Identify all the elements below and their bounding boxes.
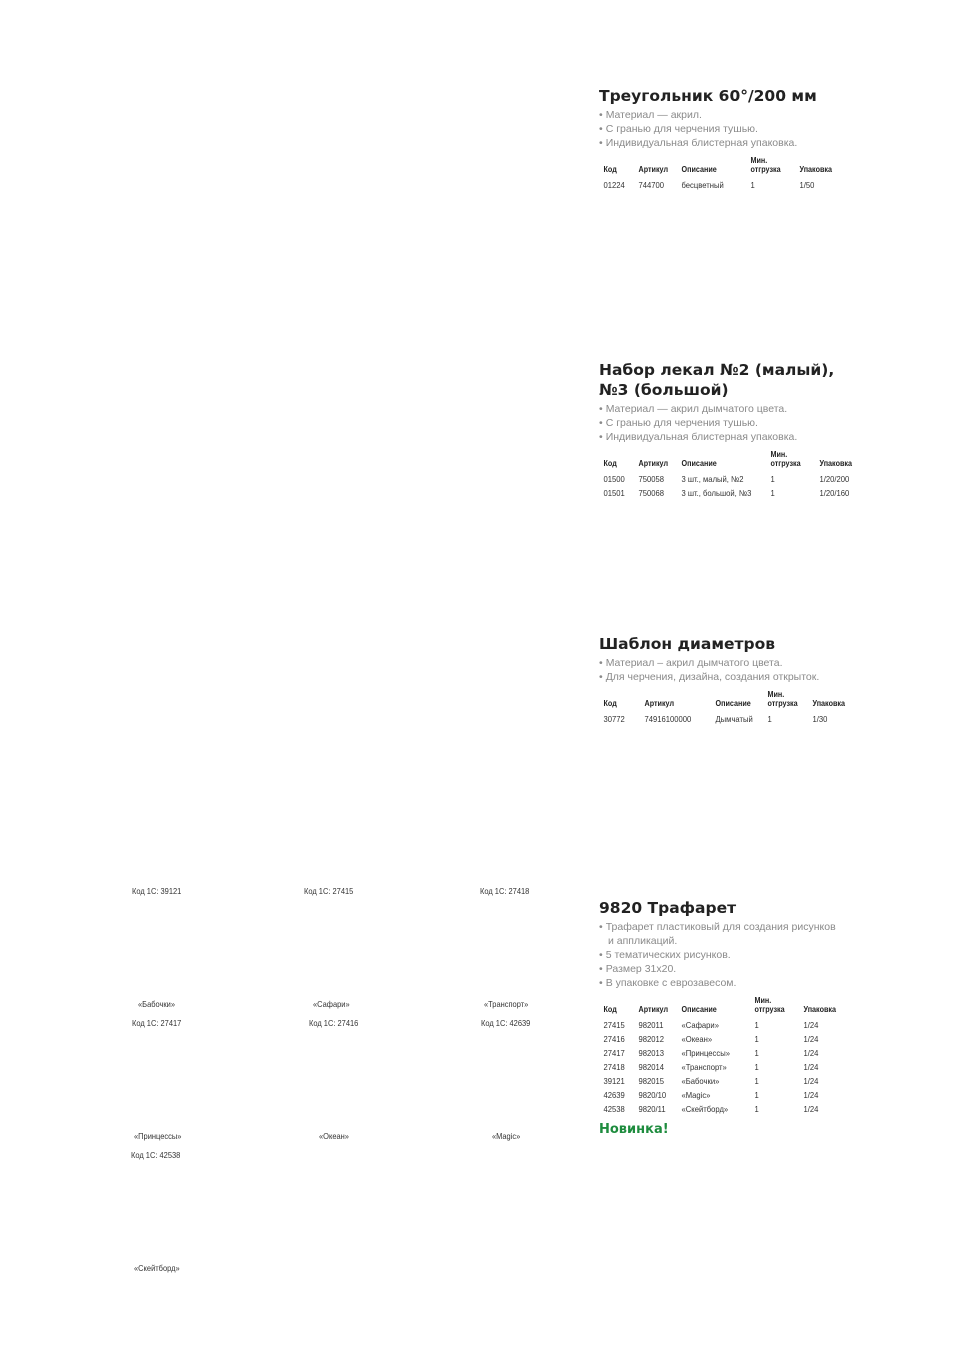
variant-name: «Бабочки» xyxy=(138,999,176,1009)
variant-name: «Magic» xyxy=(492,1131,521,1141)
feature-item-continued: и аппликаций. xyxy=(608,935,678,947)
feature-item: • Индивидуальная блистерная упаковка. xyxy=(599,430,899,444)
cell: 1/30 xyxy=(812,714,828,724)
variant-code: Код 1С: 42639 xyxy=(481,1018,531,1028)
cell: 01501 xyxy=(603,488,625,498)
cell: 42639 xyxy=(603,1090,625,1100)
cell: 01500 xyxy=(603,474,625,484)
spec-table xyxy=(599,690,856,726)
col-pack: Упаковка xyxy=(812,699,846,708)
col-desc: Описание xyxy=(681,459,718,468)
col-pack: Упаковка xyxy=(799,165,833,174)
feature-item: • Трафарет пластиковый для создания рисунков xyxy=(599,920,899,934)
variant-code: Код 1С: 27417 xyxy=(132,1018,182,1028)
product-title xyxy=(599,360,899,400)
variant-name: «Скейтборд» xyxy=(134,1263,180,1273)
cell: 1 xyxy=(754,1020,760,1030)
cell: 3 шт., большой, №3 xyxy=(681,488,752,498)
feature-item: • Размер 31х20. xyxy=(599,962,899,976)
table-row xyxy=(599,712,856,726)
cell: «Magic» xyxy=(681,1090,711,1100)
spec-table xyxy=(599,996,847,1116)
cell: 1/24 xyxy=(803,1062,819,1072)
variant-name: «Сафари» xyxy=(313,999,350,1009)
table-row xyxy=(599,1074,847,1088)
col-code: Код xyxy=(603,165,617,174)
cell: 750058 xyxy=(638,474,664,484)
col-pack: Упаковка xyxy=(819,459,853,468)
col-article: Артикул xyxy=(644,699,675,708)
cell: «Сафари» xyxy=(681,1020,720,1030)
cell: 74916100000 xyxy=(644,714,692,724)
cell: 1 xyxy=(767,714,773,724)
cell: «Принцессы» xyxy=(681,1048,731,1058)
table-row xyxy=(599,486,862,500)
cell: 01224 xyxy=(603,180,625,190)
col-min: Мин. отгрузка xyxy=(770,450,801,468)
cell: бесцветный xyxy=(681,180,725,190)
product-curves-set xyxy=(599,360,899,500)
feature-item: • 5 тематических рисунков. xyxy=(599,948,899,962)
feature-item: • С гранью для черчения тушью. xyxy=(599,122,899,136)
feature-item: • Материал — акрил. xyxy=(599,108,899,122)
product-title-line: Набор лекал №2 (малый), xyxy=(599,361,835,379)
product-triangle xyxy=(599,86,899,192)
cell: 9820/10 xyxy=(638,1090,666,1100)
col-desc: Описание xyxy=(681,165,718,174)
cell: «Бабочки» xyxy=(681,1076,720,1086)
cell: 1 xyxy=(750,180,756,190)
feature-item: • Для черчения, дизайна, создания открыток. xyxy=(599,670,899,684)
col-code: Код xyxy=(603,699,617,708)
cell: 27416 xyxy=(603,1034,625,1044)
cell: 1/24 xyxy=(803,1076,819,1086)
col-article: Артикул xyxy=(638,1005,668,1014)
cell: 1 xyxy=(770,474,775,484)
cell: 982011 xyxy=(638,1020,664,1030)
cell: 1 xyxy=(770,488,775,498)
variant-code: Код 1С: 27416 xyxy=(309,1018,359,1028)
col-desc: Описание xyxy=(715,699,751,708)
col-article: Артикул xyxy=(638,459,668,468)
new-badge: Новинка! xyxy=(599,1122,669,1137)
feature-item: • Материал – акрил дымчатого цвета. xyxy=(599,656,899,670)
cell: 9820/11 xyxy=(638,1104,666,1114)
cell: «Транспорт» xyxy=(681,1062,728,1072)
table-row xyxy=(599,1102,847,1116)
col-code: Код xyxy=(603,459,617,468)
cell: 27418 xyxy=(603,1062,625,1072)
table-row xyxy=(599,1018,847,1032)
cell: 1/24 xyxy=(803,1020,819,1030)
cell: 1 xyxy=(754,1048,760,1058)
product-title-line: №3 (большой) xyxy=(599,381,729,399)
cell: 1/24 xyxy=(803,1090,819,1100)
product-title: Шаблон диаметров xyxy=(599,635,776,653)
cell: 1/24 xyxy=(803,1034,819,1044)
col-desc: Описание xyxy=(681,1005,718,1014)
table-row xyxy=(599,1060,847,1074)
cell: 1 xyxy=(754,1090,760,1100)
spec-table xyxy=(599,450,862,500)
variant-name: «Принцессы» xyxy=(134,1131,182,1141)
cell: 1/20/200 xyxy=(819,474,850,484)
col-min: Мин. отгрузка xyxy=(750,156,782,174)
feature-list xyxy=(599,108,899,150)
cell: 1/50 xyxy=(799,180,815,190)
cell: 30772 xyxy=(603,714,625,724)
table-row xyxy=(599,472,862,486)
cell: 1/24 xyxy=(803,1104,819,1114)
cell: 982015 xyxy=(638,1076,664,1086)
variant-code: Код 1С: 27418 xyxy=(480,886,530,896)
col-article: Артикул xyxy=(638,165,668,174)
cell: 1 xyxy=(754,1062,760,1072)
cell: 1 xyxy=(754,1104,760,1114)
variant-code: Код 1С: 39121 xyxy=(132,886,182,896)
feature-item: • В упаковке с еврозавесом. xyxy=(599,976,899,990)
cell: 1 xyxy=(754,1034,760,1044)
col-min: Мин. отгрузка xyxy=(754,996,786,1014)
variant-name: «Океан» xyxy=(319,1131,349,1141)
feature-item: • С гранью для черчения тушью. xyxy=(599,416,899,430)
feature-item: • Материал — акрил дымчатого цвета. xyxy=(599,402,899,416)
col-code: Код xyxy=(603,1005,617,1014)
cell: «Скейтборд» xyxy=(681,1104,729,1114)
variant-code: Код 1С: 27415 xyxy=(304,886,354,896)
cell: 27417 xyxy=(603,1048,625,1058)
table-row xyxy=(599,1032,847,1046)
cell: 27415 xyxy=(603,1020,625,1030)
cell: 750068 xyxy=(638,488,664,498)
cell: 39121 xyxy=(603,1076,625,1086)
variant-name: «Транспорт» xyxy=(484,999,529,1009)
cell: 982013 xyxy=(638,1048,664,1058)
col-min: Мин. отгрузка xyxy=(767,690,799,708)
cell: «Океан» xyxy=(681,1034,713,1044)
cell: 982014 xyxy=(638,1062,664,1072)
cell: 1/20/160 xyxy=(819,488,850,498)
feature-list xyxy=(599,920,899,990)
feature-item: • Индивидуальная блистерная упаковка. xyxy=(599,136,899,150)
product-stencil xyxy=(599,898,899,1137)
table-row xyxy=(599,178,843,192)
cell: 982012 xyxy=(638,1034,664,1044)
variant-code: Код 1С: 42538 xyxy=(131,1150,181,1160)
cell: Дымчатый xyxy=(715,714,753,724)
cell: 1/24 xyxy=(803,1048,819,1058)
table-row xyxy=(599,1088,847,1102)
product-diameter-template xyxy=(599,634,899,726)
feature-list xyxy=(599,656,899,684)
cell: 744700 xyxy=(638,180,664,190)
col-pack: Упаковка xyxy=(803,1005,837,1014)
product-title: 9820 Трафарет xyxy=(599,899,737,917)
cell: 3 шт., малый, №2 xyxy=(681,474,744,484)
product-title: Треугольник 60°/200 мм xyxy=(599,87,817,105)
cell: 42538 xyxy=(603,1104,625,1114)
cell: 1 xyxy=(754,1076,760,1086)
spec-table xyxy=(599,156,843,192)
table-row xyxy=(599,1046,847,1060)
feature-list xyxy=(599,402,899,444)
